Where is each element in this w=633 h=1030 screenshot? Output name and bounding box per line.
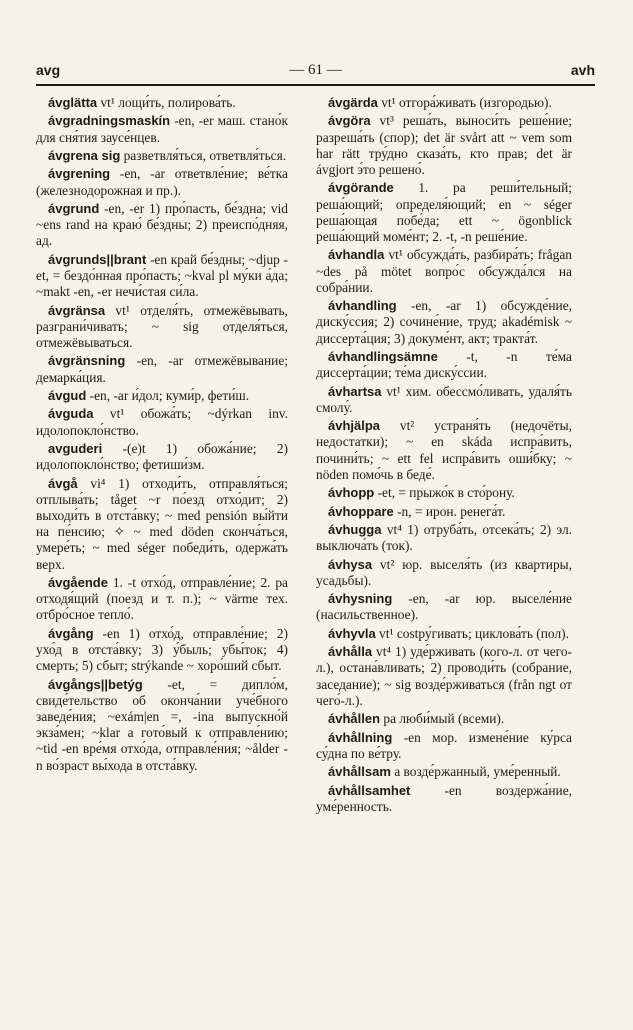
dictionary-entry xyxy=(316,626,572,642)
headword: ávglätta xyxy=(48,95,98,110)
definition: -en мор. измене́ние ку́рса су́дна по ве́тру. xyxy=(316,729,572,761)
header-right-guideword: avh xyxy=(570,62,595,78)
header-left-guideword: avg xyxy=(36,62,61,78)
headword: ávgrening xyxy=(48,166,111,182)
headword: ávhopp xyxy=(328,485,375,501)
headword: ávhartsa xyxy=(328,383,382,399)
headword: ávgång xyxy=(48,625,94,641)
headword: ávhållning xyxy=(328,729,393,745)
headword: ávgörande xyxy=(328,180,394,196)
definition: vt² устраня́ть (недочёты, недостатки); ~ en skáda испра́вить, почини́ть; ~ ett fel испра́вить оши́бку; ~ nöden помо́чь в беде́. xyxy=(316,418,572,482)
dictionary-entry xyxy=(316,180,572,245)
dictionary-entry xyxy=(36,201,288,250)
definition: vt¹ хим. обессмо́ливать, удаля́ть смолу́. xyxy=(316,383,572,415)
definition: vi⁴ 1) отходи́ть, отправля́ться; отплыва́ть; tåget ~r по́езд отхо́дит; 2) выходи́ть в отста́вку; ~ med pensión вы́йти на пе́нсию; ✧ ~ med döden сконча́ться, умере́ть; ~ med séger победи́ть, одержа́ть верх. xyxy=(36,475,288,572)
headword: ávguda xyxy=(48,406,94,422)
headword: ávgöra xyxy=(328,113,371,129)
dictionary-entry xyxy=(36,677,288,774)
dictionary-entry xyxy=(316,485,572,501)
dictionary-entry xyxy=(316,591,572,623)
page-header xyxy=(36,62,595,84)
definition: -en воздержа́ние, уме́ренность. xyxy=(316,782,572,814)
definition: vt¹ обожа́ть; ~dýrkan inv. идолопокло́нство. xyxy=(36,406,288,438)
page-number: — 61 — xyxy=(289,62,342,78)
dictionary-entry xyxy=(316,384,572,416)
headword: ávgärda xyxy=(328,95,378,110)
dictionary-entry xyxy=(36,388,288,404)
definition: -en край бе́здны; ~djup -et, = бездо́нная про́пасть; ~kval pl му́ки а́да; ~makt -en, -er нечи́стая си́ла. xyxy=(36,251,288,300)
header-rule xyxy=(36,84,595,86)
dictionary-entry xyxy=(316,418,572,483)
dictionary-entry xyxy=(36,406,288,438)
dictionary-entry xyxy=(36,252,288,301)
dictionary-entry xyxy=(36,441,288,473)
definition: -en 1) отхо́д, отправле́ние; 2) ухо́д в отста́вку; 3) у́быль; убы́ток; 4) смерть; 5) сбыт; strýkande ~ хоро́ший сбыт. xyxy=(36,625,288,674)
headword: ávhysning xyxy=(328,591,393,607)
headword: ávgränsning xyxy=(48,353,126,369)
dictionary-entry xyxy=(316,504,572,520)
headword: ávhållsamhet xyxy=(328,782,411,798)
definition: -t, -n те́ма диссерта́ции; те́ма диску́ссии. xyxy=(316,348,572,381)
definition: 1. -t отхо́д, отправле́ние; 2. pa отходя́щий (поезд и т. п.); ~ värme тех. отбро́сное тепло́. xyxy=(36,574,288,623)
dictionary-entry xyxy=(316,764,572,780)
dictionary-entry xyxy=(316,113,572,178)
headword: ávhoppare xyxy=(328,503,394,519)
headword: ávhållsam xyxy=(328,764,391,780)
headword: avguderi xyxy=(48,440,103,456)
definition: pa люби́мый (всеми). xyxy=(380,711,505,727)
headword: ávhjälpa xyxy=(328,418,381,434)
dictionary-entry xyxy=(36,148,288,164)
definition: -n, = ирон. ренега́т. xyxy=(393,503,506,519)
dictionary-entry xyxy=(316,711,572,727)
definition: -et, = прыжо́к в сто́рону. xyxy=(374,485,515,501)
definition: vt¹ отделя́ть, отмежёвывать, разграни́чивать; ~ sig отделя́ться, отмежёвываться. xyxy=(36,302,288,350)
definition: -en, -ar отмежёвывание; демарка́ция. xyxy=(36,353,288,385)
dictionary-entry xyxy=(36,113,288,145)
definition: vt¹ сostру́гивать; циклова́ть (пол). xyxy=(375,625,569,641)
headword: ávgrena sig xyxy=(48,147,121,163)
definition: -en, -ar и́дол; куми́р, фети́ш. xyxy=(86,387,250,403)
dictionary-entry xyxy=(316,247,572,296)
dictionary-entry xyxy=(36,575,288,624)
headword: ávhandling xyxy=(328,298,397,314)
dictionary-entry xyxy=(36,95,288,111)
definition: vt¹ отгора́живать (изгородью). xyxy=(377,95,552,110)
headword: ávhandlingsämne xyxy=(328,348,438,364)
definition: -en, -ar ответвле́ние; ве́тка (железнодорожная и пр.). xyxy=(36,166,288,198)
dictionary-entry xyxy=(316,644,572,709)
headword: ávhålla xyxy=(328,644,373,660)
definition: -en, -ar 1) обсужде́ние, диску́ссия; 2) сочине́ние, труд; akadémisk ~ диссерта́ция; 3) докуме́нт, акт; тракта́т. xyxy=(316,298,572,346)
headword: ávgud xyxy=(48,387,87,403)
definition: 1. pa реши́тельный; реша́ющий; определя́ющий; en ~ séger реша́ющая побе́да; ett ~ ögonblick реша́ющий моме́нт; 2. -t, -n реше́ние. xyxy=(316,180,572,244)
dictionary-entry xyxy=(316,522,572,554)
headword: ávgradningsmaskín xyxy=(48,113,171,129)
dictionary-entry xyxy=(36,303,288,352)
dictionary-entry xyxy=(316,730,572,762)
headword: ávhugga xyxy=(328,521,382,537)
definition: -en, -er 1) про́пасть, бе́здна; vid ~ens rand на краю́ бе́здны; 2) преиспо́дняя, ад. xyxy=(36,200,288,249)
definition: vt² юр. выселя́ть (из квартиры, усадьбы). xyxy=(316,556,572,588)
dictionary-entry xyxy=(316,298,572,347)
headword: ávhållen xyxy=(328,711,381,727)
dictionary-entry xyxy=(36,353,288,385)
definition: vt³ реша́ть, выноси́ть реше́ние; разреша́ть (спор); det är svårt att ~ vem som har rätt тру́дно сказа́ть, кто прав; det är ávgjort э́то решено́. xyxy=(316,113,572,177)
definition: а возде́ржанный, уме́ренный. xyxy=(390,764,561,780)
headword: ávgångs||betýg xyxy=(48,676,143,692)
dictionary-entry xyxy=(316,557,572,589)
headword: ávhysa xyxy=(328,556,373,572)
left-column xyxy=(36,95,288,776)
headword: ávgå xyxy=(48,475,78,491)
definition: -et, = дипло́м, свиде́тельство об оконча́нии уче́бного заведе́ния; ~exám|en =, -ina выпускно́й экза́мен; ~klar а гото́вый к отправле́нию; ~tid -en вре́мя отхо́да, отправле́ния; ~ålder -n во́зраст вы́хода в отста́вку. xyxy=(36,676,288,773)
headword: ávgående xyxy=(48,574,108,590)
dictionary-entry xyxy=(316,349,572,381)
definition: vt¹ обсужда́ть, разбира́ть; frågan ~des på mötet вопро́с обсужда́лся на собра́нии. xyxy=(316,247,572,295)
dictionary-entry xyxy=(36,626,288,675)
definition: -(e)t 1) обожа́ние; 2) идолопокло́нство; фетиши́зм. xyxy=(36,440,288,473)
definition: -en, -er маш. стано́к для сня́тия заусе́нцев. xyxy=(36,113,288,145)
dictionary-entry xyxy=(36,166,288,198)
headword: ávgränsa xyxy=(48,302,106,318)
dictionary-entry xyxy=(316,95,572,111)
headword: ávgrund xyxy=(48,200,100,216)
definition: -en, -ar юр. выселе́ние (насильственное). xyxy=(316,591,572,623)
definition: vt¹ лощи́ть, полирова́ть. xyxy=(97,95,236,110)
definition: разветвля́ться, ответвля́ться. xyxy=(120,147,287,163)
headword: ávhyvla xyxy=(328,625,376,641)
right-column xyxy=(316,95,572,817)
dictionary-entry xyxy=(36,476,288,573)
headword: ávgrunds||brant xyxy=(48,251,147,267)
definition: vt⁴ 1) отруба́ть, отсека́ть; 2) эл. выключа́ть (ток). xyxy=(316,521,572,554)
dictionary-entry xyxy=(316,783,572,815)
definition: vt⁴ 1) уде́рживать (кого-л. от чего-л.), остана́вливать; 2) проводи́ть (собрание, заседание); ~ sig возде́рживаться (från ngt от чего́-л.). xyxy=(316,644,572,708)
headword: ávhandla xyxy=(328,247,385,263)
